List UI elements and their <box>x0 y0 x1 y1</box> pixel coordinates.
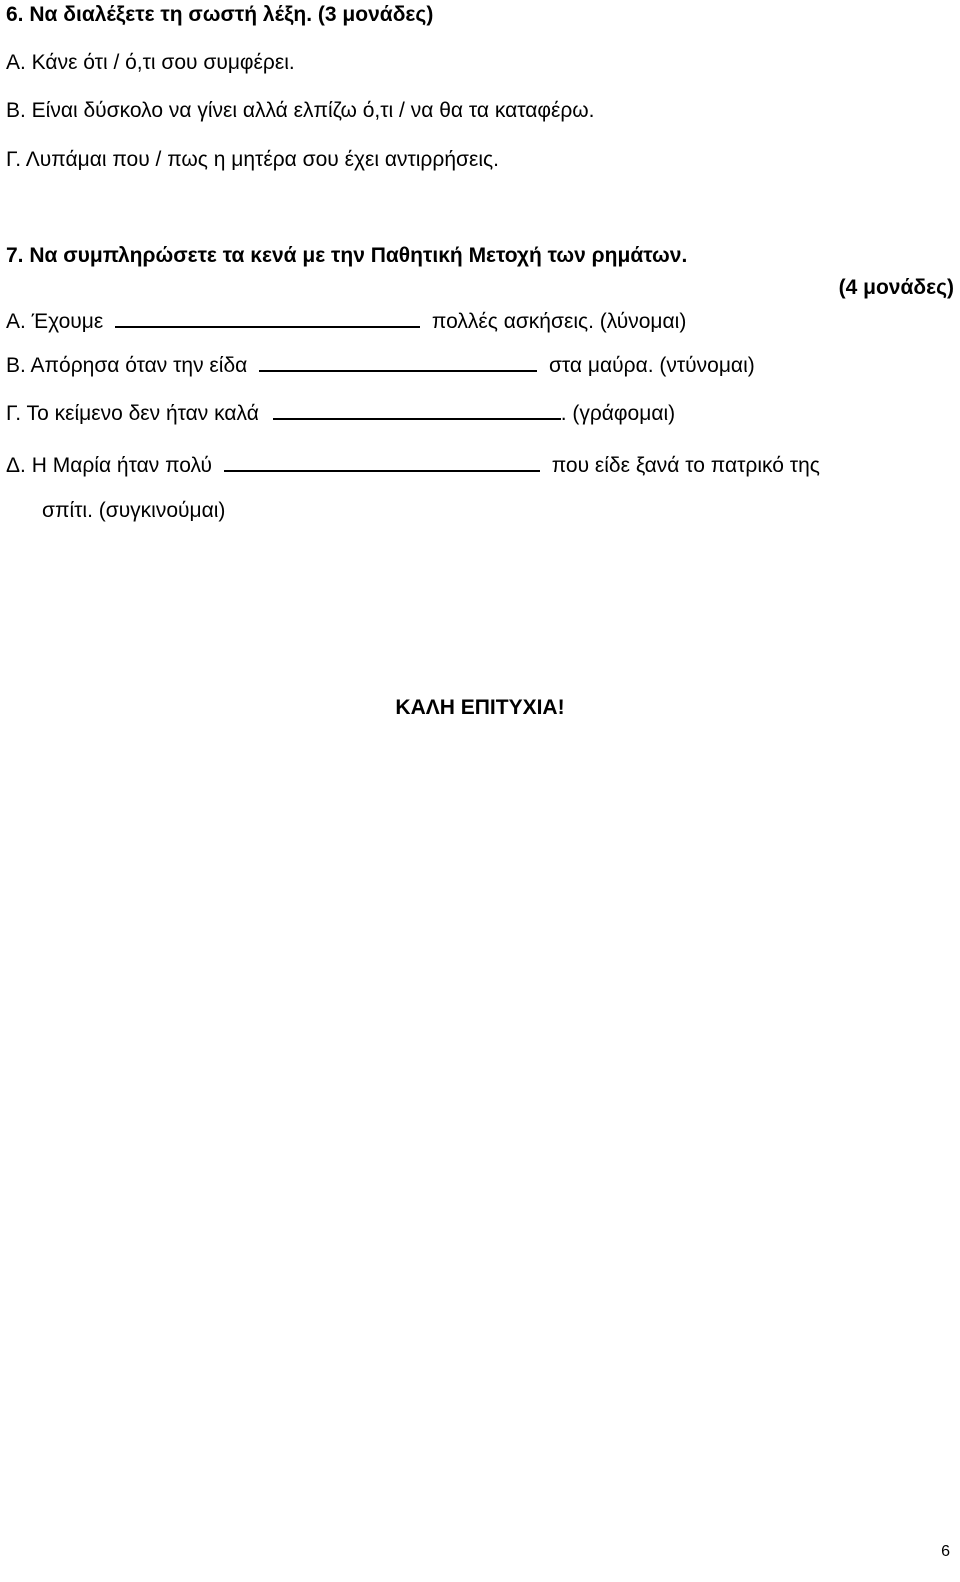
item-a-blank[interactable] <box>115 306 420 328</box>
exercise-7-points: (4 μονάδες) <box>838 276 954 299</box>
item-d-before: Δ. Η Μαρία ήταν πολύ <box>6 454 213 477</box>
exercise-6-item-c: Γ. Λυπάμαι που / πως η μητέρα σου έχει αντιρρήσεις. <box>6 148 499 171</box>
exercise-7-item-d-continuation: σπίτι. (συγκινούμαι) <box>42 499 226 522</box>
exercise-7-item-d <box>6 450 820 479</box>
item-b-before: Β. Απόρησα όταν την είδα <box>6 354 248 377</box>
exercise-6-item-a: Α. Κάνε ότι / ό,τι σου συμφέρει. <box>6 51 295 74</box>
exercise-7-heading: 7. Να συμπληρώσετε τα κενά με την Παθητική Μετοχή των ρημάτων. <box>6 244 688 267</box>
exercise-6-item-b: Β. Είναι δύσκολο να γίνει αλλά ελπίζω ό,τι / να θα τα καταφέρω. <box>6 99 595 122</box>
item-b-after: στα μαύρα. (ντύνομαι) <box>548 354 755 377</box>
item-d-after: που είδε ξανά το πατρικό της <box>551 454 820 477</box>
closing-message: ΚΑΛΗ ΕΠΙΤΥΧΙΑ! <box>395 696 565 719</box>
item-d-blank[interactable] <box>224 450 540 472</box>
item-a-before: Α. Έχουμε <box>6 310 104 333</box>
exercise-7-item-b <box>6 350 755 379</box>
item-c-after: . (γράφομαι) <box>560 402 676 425</box>
exercise-7-item-c <box>6 398 675 427</box>
item-a-after: πολλές ασκήσεις. (λύνομαι) <box>431 310 687 333</box>
item-b-blank[interactable] <box>259 350 537 372</box>
exercise-7-item-a <box>6 306 686 335</box>
page-number: 6 <box>941 1543 950 1560</box>
item-c-before: Γ. Το κείμενο δεν ήταν καλά <box>6 402 259 425</box>
exercise-6-heading: 6. Να διαλέξετε τη σωστή λέξη. (3 μονάδες) <box>6 3 434 26</box>
item-c-blank[interactable] <box>273 398 561 420</box>
